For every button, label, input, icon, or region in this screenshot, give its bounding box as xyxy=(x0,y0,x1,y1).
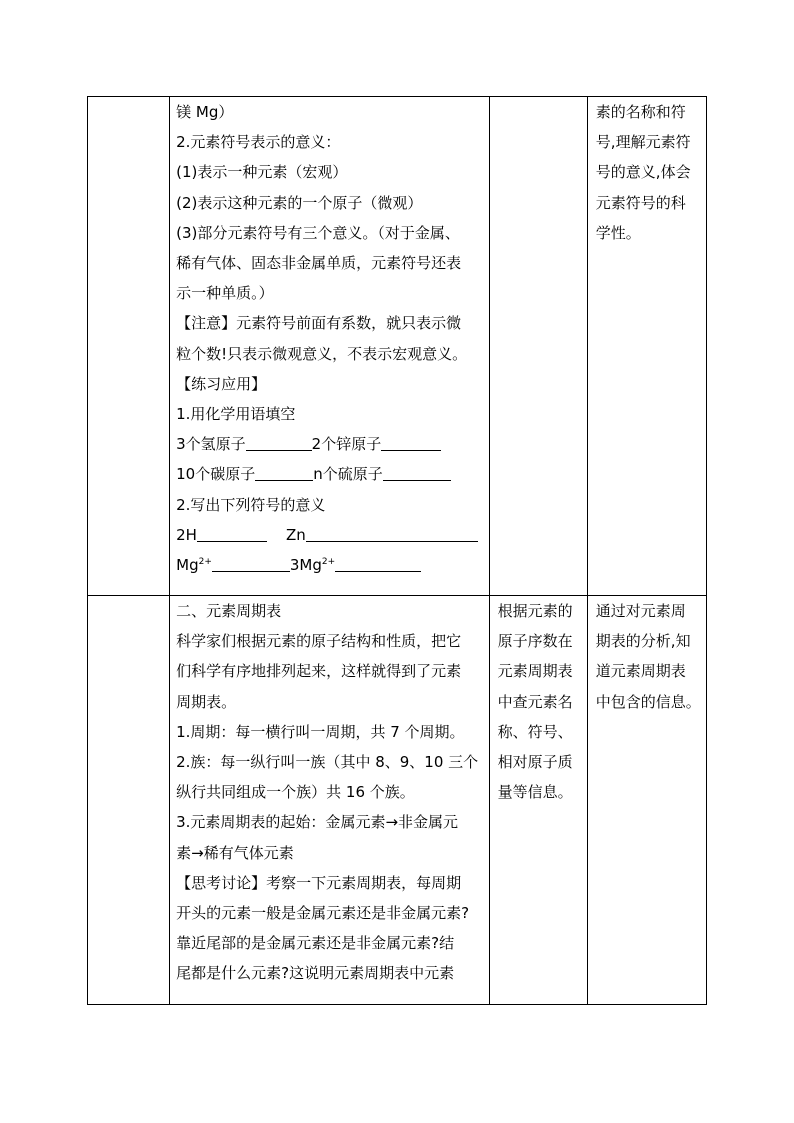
fill-prompt: 2个锌原子 xyxy=(311,435,382,454)
goal-line: 期表的分析,知 xyxy=(595,632,691,651)
content-line: 科学家们根据元素的原子结构和性质，把它 xyxy=(176,632,462,651)
fill-prompt: n个硫原子 xyxy=(313,465,383,484)
goal-line: 号的意义,体会 xyxy=(595,163,691,182)
goal-line: 学性。 xyxy=(595,223,641,242)
answer-blank[interactable] xyxy=(383,479,451,481)
content-line: (3)部分元素符号有三个意义。（对于金属、 xyxy=(176,223,460,242)
fill-prompt: 3Mg xyxy=(289,556,322,575)
fill-in-line xyxy=(176,459,485,489)
content-line: 二、元素周期表 xyxy=(176,602,282,620)
answer-blank[interactable] xyxy=(212,570,290,572)
content-line: 3.元素周期表的起始：金属元素→非金属元 xyxy=(176,813,459,832)
fill-in-line xyxy=(176,550,485,580)
fill-in-line xyxy=(176,520,485,550)
content-line: 素→稀有气体元素 xyxy=(176,843,294,862)
activity-line: 元素周期表 xyxy=(497,662,573,681)
table-row xyxy=(88,596,707,1005)
goal-line: 号,理解元素符 xyxy=(595,133,691,152)
goal-line: 道元素周期表 xyxy=(595,662,686,681)
content-line: 尾都是什么元素?这说明元素周期表中元素 xyxy=(176,964,455,983)
activity-line: 根据元素的 xyxy=(497,602,573,620)
answer-blank[interactable] xyxy=(255,479,313,481)
fill-in-line xyxy=(176,429,485,459)
activity-line: 称、符号、 xyxy=(497,722,573,741)
stage-cell xyxy=(88,596,170,1005)
content-line: 【注意】元素符号前面有系数，就只表示微 xyxy=(176,314,462,333)
activity-cell xyxy=(489,596,587,1005)
answer-blank[interactable] xyxy=(197,540,267,542)
content-line: 【练习应用】 xyxy=(176,374,267,393)
content-line: 2.族：每一纵行叫一族（其中 8、9、10 三个 xyxy=(176,753,479,772)
answer-blank[interactable] xyxy=(306,540,478,542)
ion-charge: 2+ xyxy=(198,557,212,568)
activity-line: 相对原子质 xyxy=(497,753,573,772)
content-line: 粒个数!只表示微观意义，不表示宏观意义。 xyxy=(176,344,468,363)
goal-line: 素的名称和符 xyxy=(595,103,686,121)
content-line: 1.用化学用语填空 xyxy=(176,405,296,424)
table-row xyxy=(88,97,707,596)
fill-prompt: 3个氢原子 xyxy=(176,435,246,454)
content-line: (1)表示一种元素（宏观） xyxy=(176,163,348,182)
goal-cell xyxy=(587,596,706,1005)
goal-line: 通过对元素周 xyxy=(595,602,686,620)
fill-prompt: 10个碳原子 xyxy=(176,465,256,484)
content-line: 们科学有序地排列起来，这样就得到了元素 xyxy=(176,662,462,681)
content-line: 2.元素符号表示的意义： xyxy=(176,133,341,152)
fill-prompt: Zn xyxy=(286,525,306,544)
activity-line: 量等信息。 xyxy=(497,783,573,802)
content-cell xyxy=(170,97,490,596)
answer-blank[interactable] xyxy=(381,449,441,451)
content-line: 周期表。 xyxy=(176,692,237,711)
goal-line: 中包含的信息。 xyxy=(595,692,701,711)
answer-blank[interactable] xyxy=(246,449,312,451)
content-line: 稀有气体、固态非金属单质，元素符号还表 xyxy=(176,254,462,273)
content-line: 开头的元素一般是金属元素还是非金属元素? xyxy=(176,904,470,923)
content-line: 镁 Mg） xyxy=(176,103,234,121)
ion-charge: 2+ xyxy=(321,557,336,568)
fill-prompt: Mg xyxy=(176,556,199,575)
content-line: 示一种单质。） xyxy=(176,284,274,303)
fill-prompt: 2H xyxy=(176,525,197,544)
stage-cell xyxy=(88,97,170,596)
content-line: (2)表示这种元素的一个原子（微观） xyxy=(176,193,423,212)
content-line: 纵行共同组成一个族）共 16 个族。 xyxy=(176,783,415,802)
activity-line: 中查元素名 xyxy=(497,692,573,711)
content-line: 1.周期：每一横行叫一周期，共 7 个周期。 xyxy=(176,722,465,741)
lesson-plan-table xyxy=(87,96,707,1005)
content-line: 靠近尾部的是金属元素还是非金属元素?结 xyxy=(176,934,455,953)
activity-line: 原子序数在 xyxy=(497,632,573,651)
goal-cell xyxy=(587,97,706,596)
content-line: 【思考讨论】考察一下元素周期表，每周期 xyxy=(176,873,462,892)
goal-line: 元素符号的科 xyxy=(595,193,686,212)
answer-blank[interactable] xyxy=(335,570,421,572)
content-line: 2.写出下列符号的意义 xyxy=(176,495,326,514)
activity-cell xyxy=(489,97,587,596)
content-cell xyxy=(170,596,490,1005)
